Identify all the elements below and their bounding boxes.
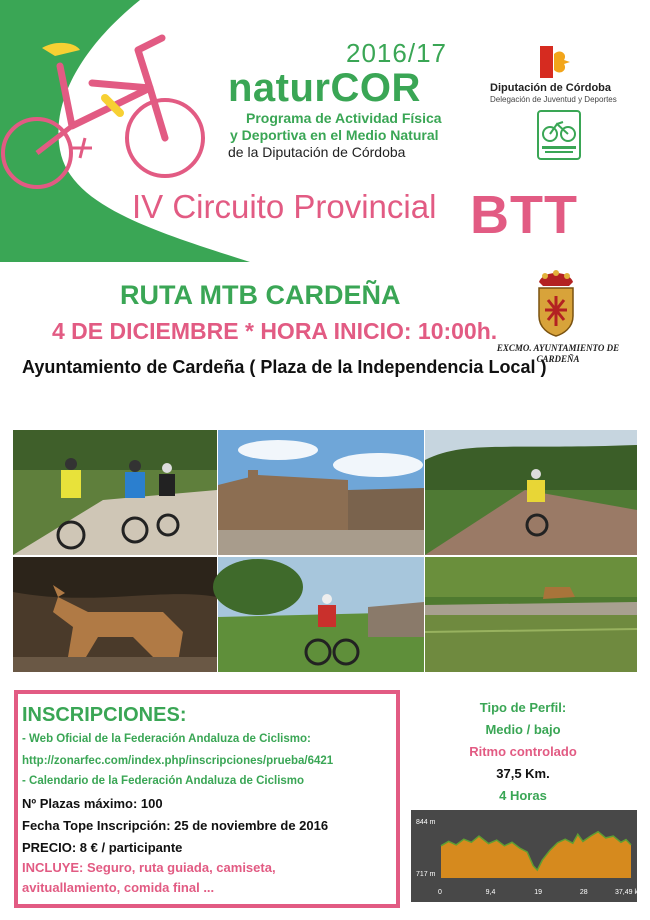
event-location: Ayuntamiento de Cardeña ( Plaza de la Independencia Local ) (22, 357, 547, 377)
registration-title-text: INSCRIPCIONES (22, 704, 180, 726)
route-distance: 37,5 Km. (496, 766, 550, 781)
profile-level: Medio / bajo (485, 722, 561, 737)
calendar-label: - Calendario de la Federación Andaluza de Ciclismo (22, 775, 305, 787)
diputacion-name: Diputación de Córdoba (490, 82, 611, 94)
circuit-title: IV Circuito Provincial (132, 188, 437, 225)
cyclists-group-photo (13, 430, 217, 555)
stone-houses-photo (218, 430, 424, 555)
elevation-min-label: 717 m (416, 871, 436, 878)
max-places: Nº Plazas máximo: 100 (22, 796, 163, 811)
distance-tick-label: 28 (579, 889, 588, 896)
event-date-time: 4 DE DICIEMBRE * HORA INICIO: 10:00h. (52, 318, 498, 344)
program-line-3: de la Diputación de Córdoba (228, 144, 406, 160)
distance-tick-label: 9,4 (485, 889, 496, 896)
route-title: RUTA MTB CARDEÑA (120, 280, 401, 310)
cyclist-field-photo (218, 557, 424, 672)
registration-title-colon: : (179, 704, 187, 726)
cardena-coat-of-arms-icon (533, 268, 579, 338)
cycling-federation-logo-icon (537, 110, 581, 160)
river-deer-photo (425, 557, 637, 672)
registration-deadline: Fecha Tope Inscripción: 25 de noviembre de 2016 (22, 818, 329, 833)
elevation-profile-chart (411, 810, 644, 902)
naturcor-brand: naturCOR (228, 66, 421, 110)
registration-url-link[interactable]: http://zonarfec.com/index.php/inscripciones/prueba/6421 (22, 755, 334, 767)
profile-pace: Ritmo controlado (469, 744, 577, 759)
wolf-photo (13, 557, 217, 672)
distance-tick-label: 19 (534, 889, 543, 896)
cyclist-path-photo (425, 430, 637, 555)
price: PRECIO: 8 € / participante (22, 840, 183, 855)
photo-grid (13, 430, 637, 672)
program-line-1: Programa de Actividad Física (246, 110, 442, 126)
program-line-2: y Deportiva en el Medio Natural (230, 127, 439, 143)
route-duration: 4 Horas (499, 788, 547, 803)
diputacion-logo-icon (540, 46, 572, 78)
season-year: 2016/17 (346, 38, 447, 68)
web-oficial-label: - Web Oficial de la Federación Andaluza de Ciclismo: (22, 733, 311, 745)
profile-type-label: Tipo de Perfil: (479, 700, 567, 715)
diputacion-subtitle: Delegación de Juventud y Deportes (490, 95, 617, 104)
distance-tick-label: 37,49 km (615, 889, 644, 896)
elevation-max-label: 844 m (416, 819, 436, 826)
bicycle-logo-icon (0, 28, 220, 178)
ayuntamiento-name: EXCMO. AYUNTAMIENTO DE CARDEÑA (496, 343, 620, 364)
distance-tick-label: 0 (438, 889, 442, 896)
includes-line-2: avituallamiento, comida final ... (22, 880, 215, 895)
btt-title: BTT (470, 185, 578, 245)
includes-line-1: INCLUYE: Seguro, ruta guiada, camiseta, (22, 860, 276, 875)
registration-title (22, 704, 186, 727)
